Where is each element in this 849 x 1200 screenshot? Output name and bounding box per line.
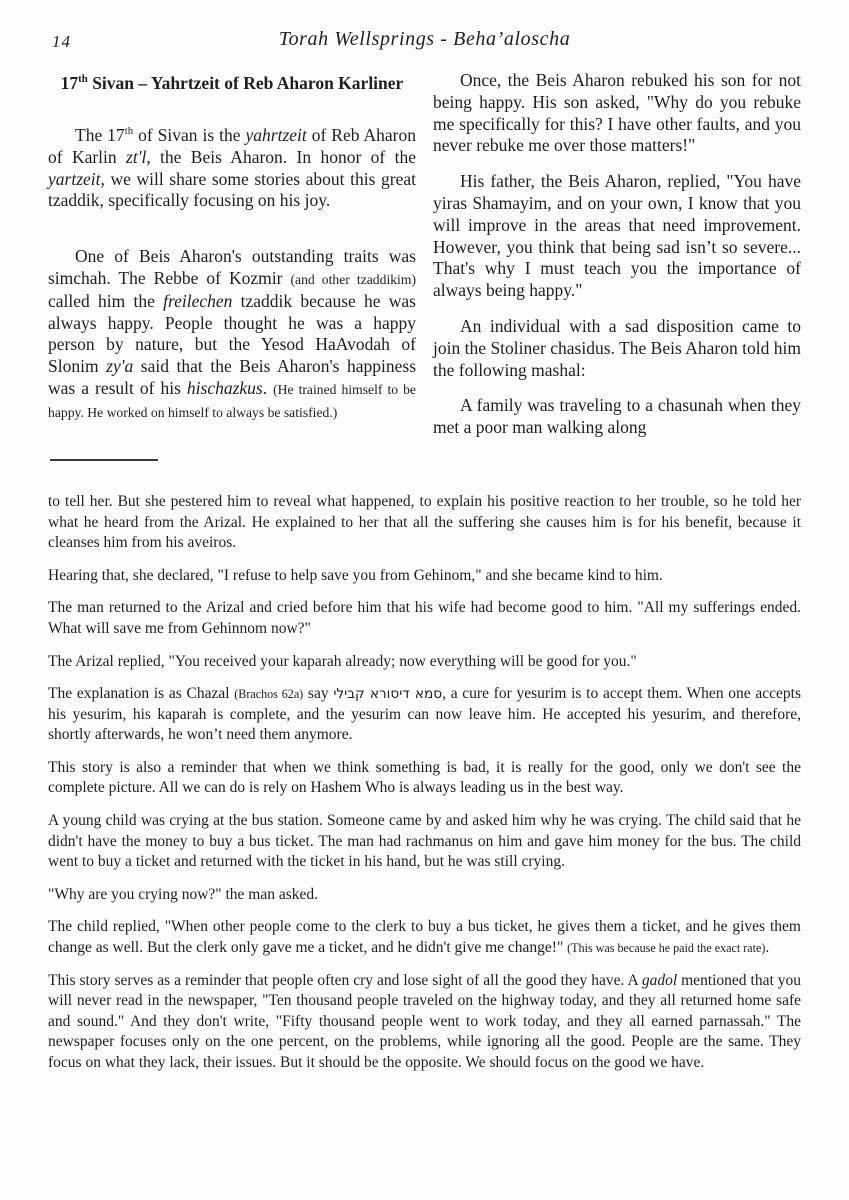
footnote-paragraph: to tell her. But she pestered him to reveal what happened, to explain his positive reaction to her trouble, so he told her what he heard from the Arizal. He explained to her that all the suffering she causes him is for his benefit, because it cleanses him from his aveiros. bbox=[48, 492, 801, 552]
body-paragraph: The 17th of Sivan is the yahrtzeit of Reb Aharon of Karlin zt'l, the Beis Aharon. In honor of the yartzeit, we will share some stories about this great tzaddik, specifically focusing on his joy. bbox=[48, 125, 416, 211]
body-paragraph: One of Beis Aharon's outstanding traits was simchah. The Rebbe of Kozmir (and other tzaddikim) called him the freilechen tzaddik because he was always happy. People thought he was a happy person by nature, but the Yesod HaAvodah of Slonim zy'a said that the Beis Aharon's happiness was a result of his hischazkus. (He trained himself to be happy. He worked on himself to always be satisfied.) bbox=[48, 246, 417, 420]
footnote-paragraph: This story is also a reminder that when we think something is bad, it is really for the good, only we don't see the complete picture. All we can do is rely on Hashem Who is always leading us in the best way. bbox=[48, 758, 801, 797]
footnote-paragraph: Hearing that, she declared, "I refuse to help save you from Gehinom," and she became kind to him. bbox=[48, 566, 663, 584]
footnote-paragraph: "Why are you crying now?" the man asked. bbox=[48, 885, 319, 903]
footnote-paragraph: The explanation is as Chazal (Brachos 62a) say סמא דיסורא קבילי, a cure for yesurim is to accept them. When one accepts his yesurim, his kaparah is complete, and the yesurim can now leave him. He accepted his yesurim, and therefore, shortly afterwards, he won’t need them anymore. bbox=[48, 685, 801, 744]
page-number: 14 bbox=[52, 32, 71, 51]
body-paragraph: A family was traveling to a chasunah when they met a poor man walking along bbox=[433, 395, 801, 438]
header-title: Torah Wellsprings - Beha’aloscha bbox=[278, 28, 571, 50]
article-columns bbox=[48, 70, 801, 439]
left-column bbox=[48, 70, 416, 439]
footnote-paragraph: The Arizal replied, "You received your kaparah already; now everything will be good for you." bbox=[48, 652, 637, 670]
body-paragraph: His father, the Beis Aharon, replied, "You have yiras Shamayim, and on your own, I know that you will improve in the areas that need improvement. However, you think that being sad isn’t so severe... That's why I must teach you the importance of always being happy." bbox=[433, 171, 801, 301]
footnotes-section bbox=[48, 492, 801, 1074]
page-header bbox=[48, 26, 801, 56]
footnote-paragraph: This story serves as a reminder that people often cry and lose sight of all the good they have. A gadol mentioned that you will never read in the newspaper, "Ten thousand people traveled on the highway today, and they all returned home safe and sound." And they don't write, "Fifty thousand people went to work today, and they all earned parnassah." The newspaper focuses only on the one percent, on the problems, while ignoring all the good. People are the same. They focus on what they lack, their issues. But it should be the opposite. We should focus on the good we have. bbox=[48, 971, 801, 1072]
footnote-paragraph: The man returned to the Arizal and cried before him that his wife had become good to him. "All my sufferings ended. What will save me from Gehinnom now?" bbox=[48, 599, 801, 637]
right-column bbox=[433, 70, 801, 439]
footnote-divider bbox=[50, 459, 158, 461]
footnote-paragraph: The child replied, "When other people come to the clerk to buy a bus ticket, he gives them a ticket, and he gives them change as well. But the clerk only gave me a ticket, and he didn't give me change!" (This was because he paid the exact rate). bbox=[48, 918, 801, 957]
footnote-paragraph: A young child was crying at the bus station. Someone came by and asked him why he was crying. The child said that he didn't have the money to buy a bus ticket. The man had rachmanus on him and gave him money for the bus. The child went to buy a ticket and returned with the ticket in his hand, but he was still crying. bbox=[48, 812, 801, 871]
body-paragraph: An individual with a sad disposition came to join the Stoliner chasidus. The Beis Aharon told him the following mashal: bbox=[433, 315, 801, 380]
section-heading: 17th Sivan – Yahrtzeit of Reb Aharon Karliner bbox=[60, 73, 404, 93]
body-paragraph: Once, the Beis Aharon rebuked his son for not being happy. His son asked, "Why do you rebuke me specifically for this? I have other faults, and you never rebuke me over those matters!" bbox=[433, 70, 801, 156]
